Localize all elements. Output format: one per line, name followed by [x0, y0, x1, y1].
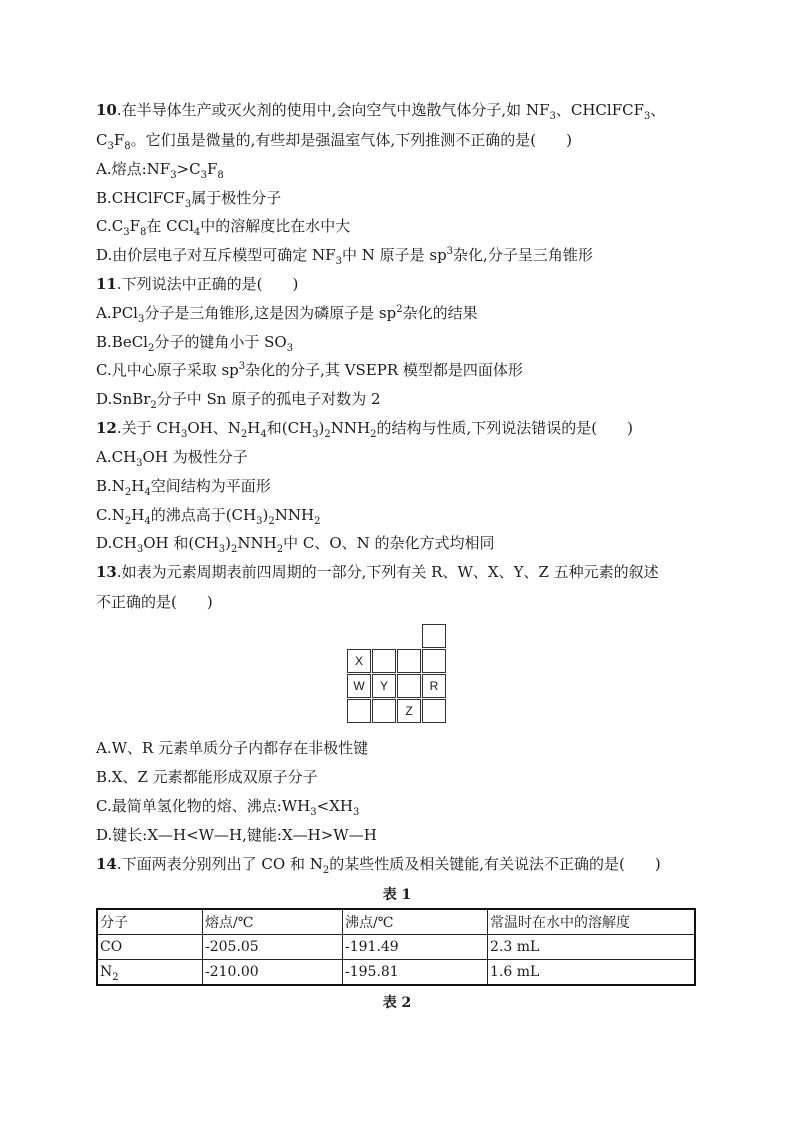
- table-cell: -205.05: [203, 935, 343, 960]
- table-cell: CO: [97, 935, 203, 960]
- header-cell: 常温时在水中的溶解度: [488, 909, 696, 935]
- q10-stem-line1: 10.在半导体生产或灭火剂的使用中,会向空气中逸散气体分子,如 $NF_3$、CHClFCF$_3$、: [96, 101, 666, 122]
- ptable-cell: [397, 649, 421, 673]
- ptable-cell-top: [422, 624, 446, 648]
- ptable-cell: [422, 649, 446, 673]
- ptable-cell: [372, 699, 396, 723]
- q11-option-b: B.BeCl$_2$分子的键角小于 $SO_3$: [96, 333, 294, 354]
- ptable-cell-z: Z: [397, 699, 421, 723]
- q11-option-a: A.PCl$_3$分子是三角锥形,这是因为磷原子是 $sp^2$杂化的结果: [96, 304, 478, 325]
- q10-option-c: $C.C_3F_8$在 CCl$_4$中的溶解度比在水中大: [96, 217, 351, 238]
- ptable-cell-r: R: [422, 674, 446, 698]
- table-cell: -191.49: [343, 935, 488, 960]
- table-cell: 2.3 mL: [488, 935, 696, 960]
- q13-option-c: C.最简单氢化物的熔、沸点$:WH_3<XH_3$: [96, 797, 360, 818]
- q10-option-b: B.CHClFCF$_3$属于极性分子: [96, 189, 282, 210]
- properties-table: [96, 908, 696, 986]
- q12-option-b: $B.N_2H_4$空间结构为平面形: [96, 477, 271, 498]
- ptable-cell-x: X: [347, 649, 371, 673]
- header-cell: 沸点/℃: [343, 909, 488, 935]
- ptable-cell-y: Y: [372, 674, 396, 698]
- q13-number: 13: [96, 563, 117, 581]
- q10-number: 10: [96, 101, 117, 119]
- table-row: [97, 935, 695, 960]
- table-cell: -210.00: [203, 960, 343, 986]
- q14-number: 14: [96, 855, 117, 873]
- q11-option-d: D.SnBr$_2$分子中 Sn 原子的孤电子对数为 2: [96, 390, 381, 411]
- ptable-cell-w: W: [347, 674, 371, 698]
- q11-number: 11: [96, 275, 117, 293]
- ptable-cell: [397, 674, 421, 698]
- header-cell: 熔点/℃: [203, 909, 343, 935]
- table-header-row: [97, 909, 695, 935]
- q13-option-a: A.W、R 元素单质分子内都存在非极性键: [96, 739, 369, 757]
- table1-caption: 表 1: [382, 887, 412, 903]
- q13-option-b: B.X、Z 元素都能形成双原子分子: [96, 768, 318, 786]
- table2-caption: 表 2: [382, 995, 412, 1011]
- ptable-cell: [347, 699, 371, 723]
- q12-option-a: $A.CH_3OH$ 为极性分子: [96, 448, 248, 469]
- q13-option-d: D.键长:X—H<W—H,键能:X—H>W—H: [96, 826, 377, 844]
- q13-stem-line1: 13.如表为元素周期表前四周期的一部分,下列有关 R、W、X、Y、Z 五种元素的叙述: [96, 563, 659, 581]
- table-cell: $N_2$: [97, 960, 203, 986]
- q11-option-c: C.凡中心原子采取 $sp^3$杂化的分子,其 VSEPR 模型都是四面体形: [96, 361, 523, 379]
- q11-stem: 11.下列说法中正确的是( ): [96, 275, 299, 293]
- q10-stem-line2: $C_3F_8$。它们虽是微量的,有些却是强温室气体,下列推测不正确的是( ): [96, 131, 572, 152]
- periodic-table-fragment: [347, 624, 447, 724]
- ptable-cell: [422, 699, 446, 723]
- q12-number: 12: [96, 419, 117, 437]
- q12-option-d: $D.CH_3OH$ 和$(CH_3)_2NNH_2$中 C、O、N 的杂化方式均相同: [96, 534, 495, 555]
- q12-option-c: $C.N_2H_4$的沸点高于$(CH_3)_2NNH_2$: [96, 506, 321, 527]
- table-cell: 1.6 mL: [488, 960, 696, 986]
- header-cell: 分子: [97, 909, 203, 935]
- q12-stem: 12.关于 $CH_3OH$、$N_2H_4$和$(CH_3)_2NNH_2$的结构与性质,下列说法错误的是( ): [96, 419, 633, 440]
- q10-option-d: D.由价层电子对互斥模型可确定 $NF_3$中 N 原子是 $sp^3$杂化,分子呈三角锥形: [96, 246, 593, 267]
- q14-stem: 14.下面两表分别列出了 CO 和 $N_2$的某些性质及相关键能,有关说法不正确的是( ): [96, 855, 661, 876]
- q13-stem-line2: 不正确的是( ): [96, 593, 213, 611]
- ptable-cell: [372, 649, 396, 673]
- table-cell: -195.81: [343, 960, 488, 986]
- table-row: [97, 960, 695, 986]
- q10-option-a: A.熔点$:NF_3>C_3F_8$: [96, 160, 224, 181]
